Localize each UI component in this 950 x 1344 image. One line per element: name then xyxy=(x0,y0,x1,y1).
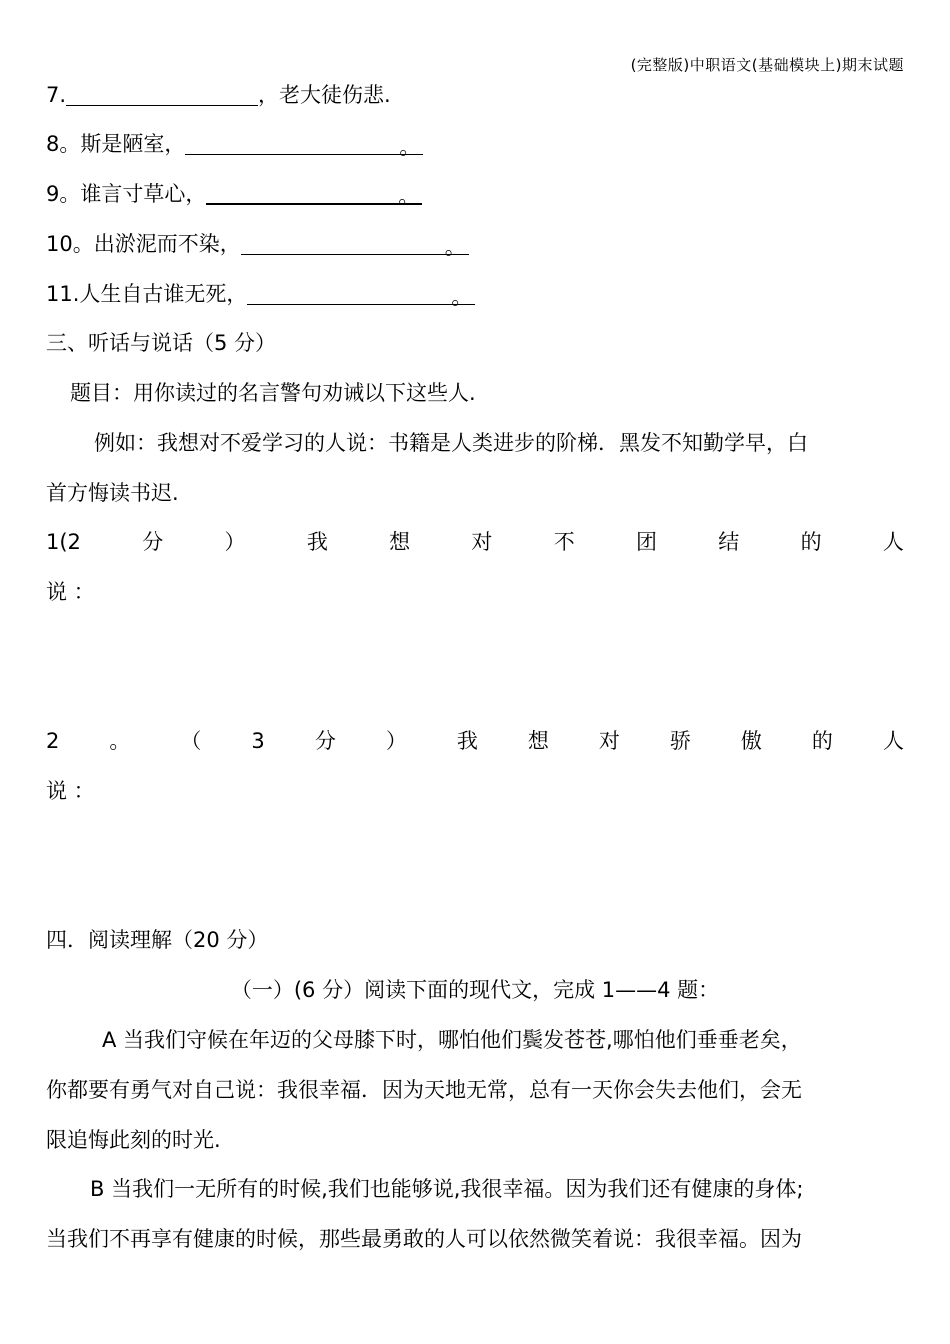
question-token: 结 xyxy=(718,530,740,554)
answer-blank[interactable] xyxy=(247,282,475,309)
section3-prompt: 题目：用你读过的名言警句劝诫以下这些人. xyxy=(70,381,476,405)
page-header: (完整版)中职语文(基础模块上)期末试题 xyxy=(630,56,904,74)
paragraph-b-line2: 当我们不再享有健康的时候，那些最勇敢的人可以依然微笑着说：我很幸福。因为 xyxy=(46,1227,802,1251)
question-token: 人 xyxy=(882,530,904,554)
section3-example-line1: 例如：我想对不爱学习的人说：书籍是人类进步的阶梯．黑发不知勤学早，白 xyxy=(94,431,808,455)
fill-item-text: 10。出淤泥而不染， xyxy=(46,232,241,256)
fill-item-11 xyxy=(46,279,475,309)
question-token: 人 xyxy=(882,729,904,753)
question-token: 团 xyxy=(636,530,657,554)
question-token: 的 xyxy=(811,729,833,753)
question-token: 。 xyxy=(109,729,131,753)
fill-item-text: 9。谁言寸草心， xyxy=(46,182,207,206)
question-token: 我 xyxy=(306,530,328,554)
fill-item-text: ，老大徒伤悲. xyxy=(258,83,391,107)
answer-blank[interactable] xyxy=(66,83,258,106)
section4-heading: 四．阅读理解（20 分） xyxy=(46,928,269,952)
fill-item-10 xyxy=(46,229,469,259)
question-token: 傲 xyxy=(740,729,762,753)
answer-blank[interactable] xyxy=(206,181,422,208)
paragraph-b-line1: B 当我们一无所有的时候,我们也能够说,我很幸福。因为我们还有健康的身体; xyxy=(90,1177,804,1201)
paragraph-a-line1: A 当我们守候在年迈的父母膝下时，哪怕他们鬓发苍苍,哪怕他们垂垂老矣， xyxy=(102,1028,802,1052)
fill-item-7 xyxy=(46,80,391,110)
question-token: 对 xyxy=(598,729,620,753)
question-token: 不 xyxy=(553,530,575,554)
question-token: ） xyxy=(385,729,407,753)
fill-item-text: 。 xyxy=(451,285,473,309)
question-1 xyxy=(46,527,904,557)
fill-item-text: 11.人生自古谁无死， xyxy=(46,282,248,306)
question-token: 想 xyxy=(527,729,549,753)
section3-example-line2: 首方悔读书迟. xyxy=(46,481,179,505)
fill-item-text: 。 xyxy=(398,184,420,208)
question-token: 1(2 xyxy=(46,530,81,554)
question-2 xyxy=(46,726,904,756)
question-token: 对 xyxy=(471,530,493,554)
paragraph-a-line2: 你都要有勇气对自己说：我很幸福．因为天地无常，总有一天你会失去他们，会无 xyxy=(46,1078,802,1102)
fill-item-text: 。 xyxy=(444,235,466,259)
answer-blank[interactable] xyxy=(185,132,423,159)
fill-item-text: 7. xyxy=(46,83,67,107)
section4-subheading: （一）(6 分）阅读下面的现代文，完成 1——4 题： xyxy=(230,978,720,1002)
question-2-continuation: 说 ： xyxy=(46,779,95,803)
question-token: 我 xyxy=(456,729,478,753)
question-1-continuation: 说 ： xyxy=(46,580,95,604)
question-token: ） xyxy=(224,530,246,554)
fill-item-8 xyxy=(46,129,423,159)
question-token: 2 xyxy=(46,729,60,753)
question-token: 分 xyxy=(142,530,164,554)
answer-blank[interactable] xyxy=(241,232,469,259)
paragraph-a-line3: 限追悔此刻的时光. xyxy=(46,1128,221,1152)
question-token: 的 xyxy=(800,530,822,554)
question-token: （ xyxy=(180,729,202,753)
question-token: 想 xyxy=(389,530,411,554)
fill-item-text: 。 xyxy=(399,135,421,159)
question-token: 3 xyxy=(251,729,265,753)
fill-item-text: 8。斯是陋室， xyxy=(46,132,186,156)
question-token: 骄 xyxy=(669,729,691,753)
fill-item-9 xyxy=(46,179,422,209)
question-token: 分 xyxy=(314,729,336,753)
section3-heading: 三、听话与说话（5 分） xyxy=(46,331,277,355)
